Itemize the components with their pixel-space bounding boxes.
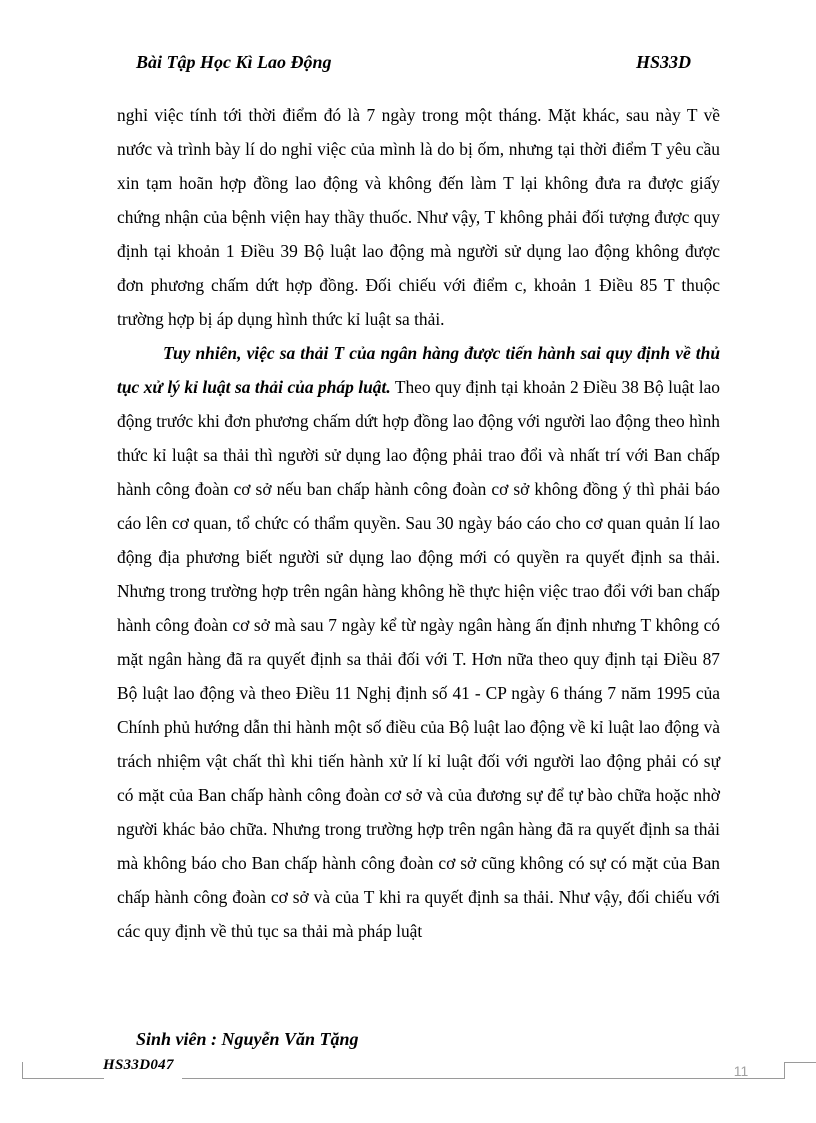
- page-header: [136, 52, 691, 80]
- page-number: 11: [733, 1063, 749, 1079]
- footer-frame-left-line: [22, 1078, 104, 1079]
- footer-frame-right-edge: [784, 1062, 785, 1079]
- footer-student-name: Sinh viên : Nguyễn Văn Tặng: [136, 1029, 359, 1049]
- footer-frame-line: [182, 1078, 784, 1079]
- paragraph-2-text: Theo quy định tại khoản 2 Điều 38 Bộ luật lao động trước khi đơn phương chấm dứt hợp đồng lao động với người lao động theo hình thức kỉ luật sa thải thì người sử dụng lao động phải trao đổi và nhất trí với Ban chấp hành công đoàn cơ sở nếu ban chấp hành công đoàn cơ sở không đồng ý thì phải báo cáo lên cơ quan, tổ chức có thẩm quyền. Sau 30 ngày báo cáo cho cơ quan quản lí lao động địa phương biết người sử dụng lao động mới có quyền ra quyết định sa thải. Nhưng trong trường hợp trên ngân hàng không hề thực hiện việc trao đổi với ban chấp hành công đoàn cơ sở mà sau 7 ngày kể từ ngày ngân hàng ấn định nhưng T không có mặt ngân hàng đã ra quyết định sa thải đối với T. Hơn nữa theo quy định tại Điều 87 Bộ luật lao động và theo Điều 11 Nghị định số 41 - CP ngày 6 tháng 7 năm 1995 của Chính phủ hướng dẫn thi hành một số điều của Bộ luật lao động về kỉ luật lao động và trách nhiệm vật chất thì khi tiến hành xử lí kỉ luật đối với người lao động phải có sự có mặt của Ban chấp hành công đoàn cơ sở và của đương sự để tự bào chữa hoặc nhờ người khác bảo chữa. Nhưng trong trường hợp trên ngân hàng đã ra quyết định sa thải mà không báo cho Ban chấp hành công đoàn cơ sở cũng không có sự có mặt của Ban chấp hành công đoàn cơ sở và của T khi ra quyết định sa thải. Như vậy, đối chiếu với các quy định về thủ tục sa thải mà pháp luật: [117, 377, 720, 941]
- document-body: [117, 98, 720, 948]
- paragraph-1: nghỉ việc tính tới thời điểm đó là 7 ngày trong một tháng. Mặt khác, sau này T về nước và trình bày lí do nghỉ việc của mình là do bị ốm, nhưng tại thời điểm T yêu cầu xin tạm hoãn hợp đồng lao động và không đến làm T lại không đưa ra được giấy chứng nhận của bệnh viện hay thầy thuốc. Như vậy, T không phải đối tượng được quy định tại khoản 1 Điều 39 Bộ luật lao động mà người sử dụng lao động không được đơn phương chấm dứt hợp đồng. Đối chiếu với điểm c, khoản 1 Điều 85 T thuộc trường hợp bị áp dụng hình thức kỉ luật sa thải.: [117, 105, 720, 329]
- header-title: Bài Tập Học Kì Lao Động: [136, 52, 332, 72]
- footer-frame-right-tick: [784, 1062, 816, 1063]
- paragraph-2-emphasis: Tuy nhiên, việc sa thải T của ngân hàng được tiến hành sai quy định về thủ tục xử lý kỉ luật sa thải của pháp luật.: [117, 343, 720, 397]
- header-class-code: HS33D: [635, 52, 691, 72]
- footer-student-id: HS33D047: [103, 1057, 174, 1073]
- footer-frame-left-edge: [22, 1062, 23, 1078]
- paragraph-2: [117, 336, 720, 948]
